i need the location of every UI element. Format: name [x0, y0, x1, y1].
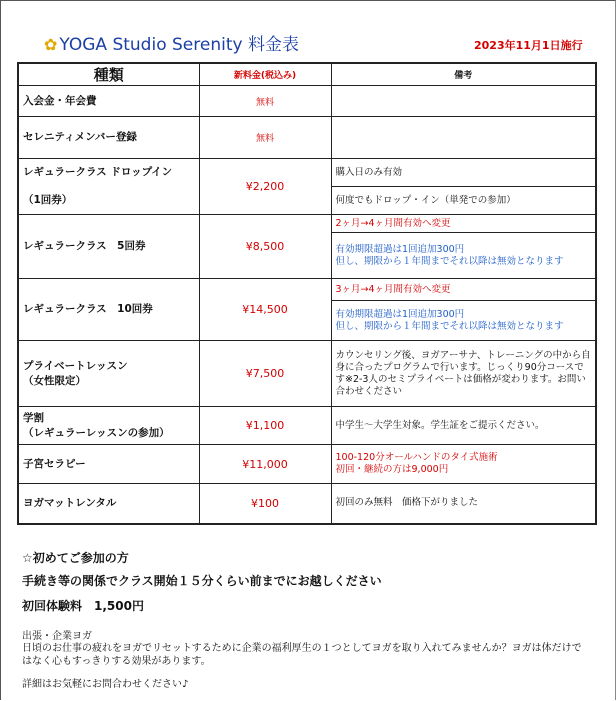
row-price-mat: ¥100: [199, 484, 331, 524]
corporate-yoga-text: 日頃のお仕事の疲れをヨガでリセットするために企業の福利厚生の１つとしてヨガを取り入れてみませんか？ヨガは体だけではなく心もすっきりする効果があります。: [22, 643, 582, 667]
row-name-private-2: （女性限定）: [23, 374, 86, 387]
page-title-text: YOGA Studio Serenity 料金表: [59, 35, 299, 55]
row-note-uterus-2: 初回・継続の方は9,000円: [335, 464, 449, 475]
row-name-private: [18, 341, 199, 407]
column-header-price: 新料金(税込み): [199, 63, 331, 86]
row-note-five-change: 2ヶ月→4ヶ月間有効へ変更: [331, 215, 596, 233]
row-price-ten: ¥14,500: [199, 279, 331, 341]
row-note-ten: [331, 301, 596, 341]
row-name-entry: 入会金・年会費: [18, 86, 199, 117]
table-row: [18, 407, 596, 445]
row-name-student-1: 学割: [23, 411, 44, 424]
row-note-ten-1: 有効期限超過は1回追加300円: [335, 308, 465, 320]
row-price-dropin: ¥2,200: [199, 159, 331, 215]
row-note-five-2: 但し、期限から１年間までそれ以降は無効となります: [335, 255, 564, 267]
fee-table: [17, 62, 597, 525]
row-note-ten-change: 3ヶ月→4ヶ月間有効へ変更: [331, 279, 596, 301]
arrival-notice: 手続き等の関係でクラス開始１５分くらい前までにお越しください: [22, 574, 382, 588]
row-note-dropin-1: 購入日のみ有効: [331, 159, 596, 187]
table-header-row: [18, 63, 596, 86]
row-price-student: ¥1,100: [199, 407, 331, 445]
trial-fee: 初回体験料 1,500円: [22, 599, 144, 613]
row-name-student: [18, 407, 199, 445]
table-row: [18, 215, 596, 233]
table-row: [18, 445, 596, 484]
corporate-yoga-heading: 出張・企業ヨガ: [22, 631, 92, 642]
row-note-uterus: [331, 445, 596, 484]
contact-note: 詳細はお気軽にお問合わせください♪: [22, 679, 189, 690]
row-note-dropin-2: 何度でもドロップ・イン（単発での参加）: [331, 187, 596, 215]
table-row: [18, 86, 596, 117]
row-name-five: レギュラークラス 5回券: [18, 215, 199, 279]
flower-icon: ✿: [44, 35, 58, 54]
row-price-member: 無料: [199, 117, 331, 159]
row-name-mat: ヨガマットレンタル: [18, 484, 199, 524]
table-row: [18, 279, 596, 301]
row-name-member: セレニティメンバー登録: [18, 117, 199, 159]
row-note-member: [331, 117, 596, 159]
row-price-entry: 無料: [199, 86, 331, 117]
table-row: [18, 117, 596, 159]
row-note-uterus-1: 100-120分オールハンドのタイ式施術: [335, 452, 498, 463]
row-note-student: 中学生～大学生対象。学生証をご提示ください。: [331, 407, 596, 445]
effective-date: 2023年11月1日施行: [474, 39, 583, 52]
row-note-entry: [331, 86, 596, 117]
column-header-note: 備考: [331, 63, 596, 86]
table-row: [18, 484, 596, 524]
row-name-private-1: プライベートレッスン: [23, 359, 128, 372]
row-price-uterus: ¥11,000: [199, 445, 331, 484]
first-time-heading: ☆初めてご参加の方: [22, 551, 129, 565]
table-row: [18, 159, 596, 187]
table-row: [18, 341, 596, 407]
row-note-five: [331, 233, 596, 279]
row-name-uterus: 子宮セラピー: [18, 445, 199, 484]
row-name-dropin-sub: （1回券）: [18, 187, 199, 215]
row-note-ten-2: 但し、期限から１年間までそれ以降は無効となります: [335, 320, 564, 332]
row-price-private: ¥7,500: [199, 341, 331, 407]
row-note-mat: 初回のみ無料 価格下がりました: [331, 484, 596, 524]
row-note-five-1: 有効期限超過は1回追加300円: [335, 243, 465, 255]
row-note-private: カウンセリング後、ヨガアーサナ、トレーニングの中から自身に合ったプログラムで行います。じっくり90分コースです※2-3人のセミプライベートは価格が変わります。お問い合わせください: [331, 341, 596, 407]
row-price-five: ¥8,500: [199, 215, 331, 279]
column-header-kind: 種類: [18, 63, 199, 86]
row-name-student-2: （レギュラーレッスンの参加）: [23, 426, 170, 439]
row-name-ten: レギュラークラス 10回券: [18, 279, 199, 341]
row-name-dropin: レギュラークラス ドロップイン: [18, 159, 199, 187]
page-title: [44, 30, 299, 55]
